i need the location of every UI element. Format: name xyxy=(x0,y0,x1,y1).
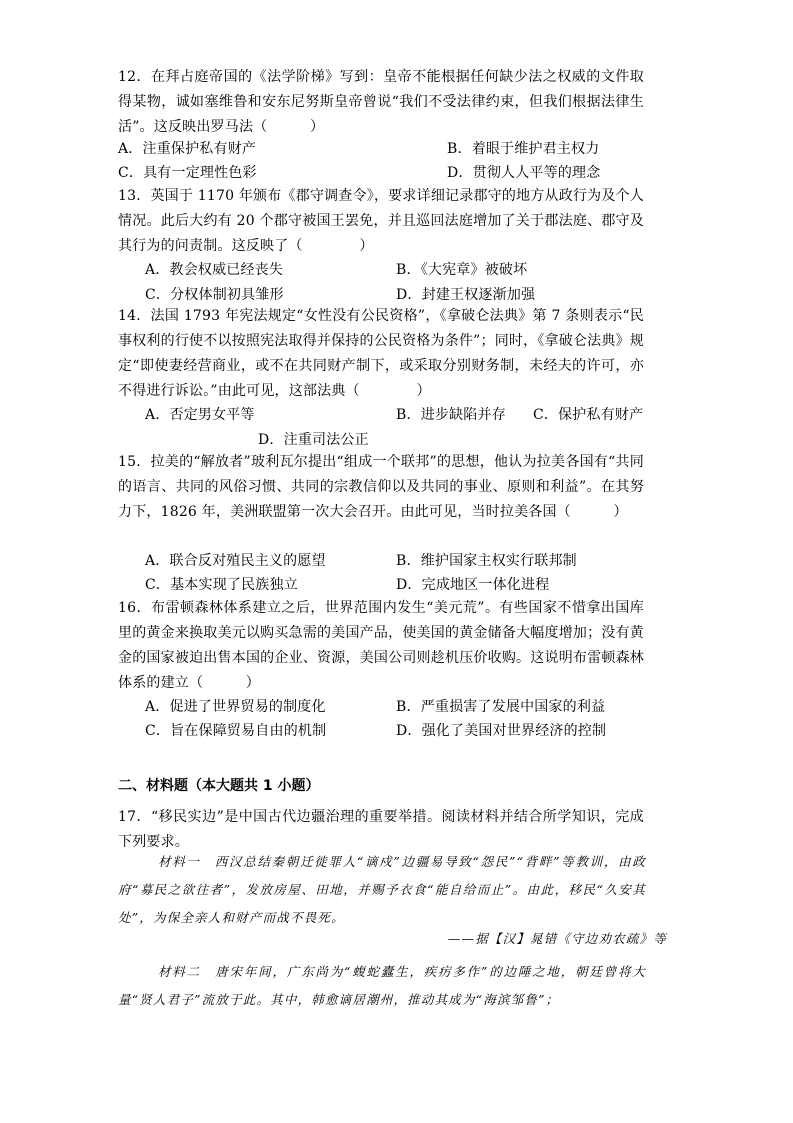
question-16-option-d: D．强化了美国对世界经济的控制 xyxy=(396,723,607,739)
question-14-option-b: B．进步缺陷并存 xyxy=(396,407,506,423)
question-15-option-c: C．基本实现了民族独立 xyxy=(145,577,298,593)
question-16-option-a: A．促进了世界贸易的制度化 xyxy=(145,699,326,715)
question-13-option-a: A．教会权威已经丧失 xyxy=(145,262,284,278)
question-12-option-b: B．着眼于维护君主权力 xyxy=(447,141,600,157)
material-one-source: ——据【汉】晁错《守边劝农疏》等 xyxy=(447,931,667,946)
question-12-option-d: D．贯彻人人平等的理念 xyxy=(447,165,601,181)
question-13-option-d: D．封建王权逐渐加强 xyxy=(396,287,536,303)
question-13-stem: 13．英国于 1170 年颁布《郡守调查令》，要求详细记录郡守的地方从政行为及个人情况。此后大约有 20 个郡守被国王罢免，并且巡回法庭增加了关于郡法庭、郡守及其行为的问责制。这反映了（ ） xyxy=(118,188,644,254)
material-one: 材料一 西汉总结秦朝迁徙罪人“谪戍”边疆易导致“怨民”“背畔”等教训，由政府“募民之欲往者”，发放房屋、田地，并赐予衣食“能自给而止”。由此，移民“久安其处”，为保全亲人和财产而战不畏死。 xyxy=(118,854,646,925)
question-14-option-a: A．否定男女平等 xyxy=(145,407,255,423)
question-12-option-a: A．注重保护私有财产 xyxy=(118,141,257,157)
question-16-option-b: B．严重损害了发展中国家的利益 xyxy=(396,699,606,715)
material-two: 材料二 唐宋年间，广东尚为“蝮蛇蠹生，疾疠多作”的边陲之地，朝廷曾将大量“贤人君子”流放于此。其中，韩愈谪居潮州，推动其成为“海滨邹鲁”； xyxy=(118,964,646,1007)
question-14-option-d: D．注重司法公正 xyxy=(258,432,369,448)
question-16-option-c: C．旨在保障贸易自由的机制 xyxy=(145,723,327,739)
section-heading: 二、材料题（本大题共 1 小题） xyxy=(118,778,320,794)
question-15-option-a: A．联合反对殖民主义的愿望 xyxy=(145,553,326,569)
question-13-option-c: C．分权体制初具雏形 xyxy=(145,287,284,303)
question-12-stem: 12．在拜占庭帝国的《法学阶梯》写到：皇帝不能根据任何缺少法之权威的文件取得某物，诚如塞维鲁和安东尼努斯皇帝曾说“我们不受法律约束，但我们根据法律生活”。这反映出罗马法（ ） xyxy=(118,69,644,135)
question-14-stem: 14．法国 1793 年宪法规定“女性没有公民资格”，《拿破仑法典》第 7 条则表示“民事权利的行使不以按照宪法取得并保持的公民资格为条件”；同时，《拿破仑法典》规定“即使妻经营商业，或不在共同财产制下，或采取分别财务制，未经夫的许可，亦不得进行诉讼。”由此可见，这部法典（ ） xyxy=(118,308,644,399)
question-17-stem: 17．“移民实边”是中国古代边疆治理的重要举措。阅读材料并结合所学知识，完成下列要求。 xyxy=(118,809,644,850)
question-16-stem: 16．布雷顿森林体系建立之后，世界范围内发生“美元荒”。有些国家不惜拿出国库里的黄金来换取美元以购买急需的美国产品，使美国的黄金储备大幅度增加；没有黄金的国家被迫出售本国的企业、资源，美国公司则趁机压价收购。这说明布雷顿森林体系的建立（ ） xyxy=(118,600,644,691)
question-15-stem: 15．拉美的“解放者”玻利瓦尔提出“组成一个联邦”的思想，他认为拉美各国有“共同的语言、共同的风俗习惯、共同的宗教信仰以及共同的事业、原则和利益”。在其努力下，1826 年，美洲联盟第一次大会召开。由此可见，当时拉美各国（ ） xyxy=(118,454,644,520)
question-12-option-c: C．具有一定理性色彩 xyxy=(118,165,257,181)
question-15-option-d: D．完成地区一体化进程 xyxy=(396,577,550,593)
question-14-option-c: C．保护私有财产 xyxy=(533,407,644,423)
question-13-option-b: B．《大宪章》被破坏 xyxy=(396,262,528,278)
question-15-option-b: B．维护国家主权实行联邦制 xyxy=(396,553,577,569)
